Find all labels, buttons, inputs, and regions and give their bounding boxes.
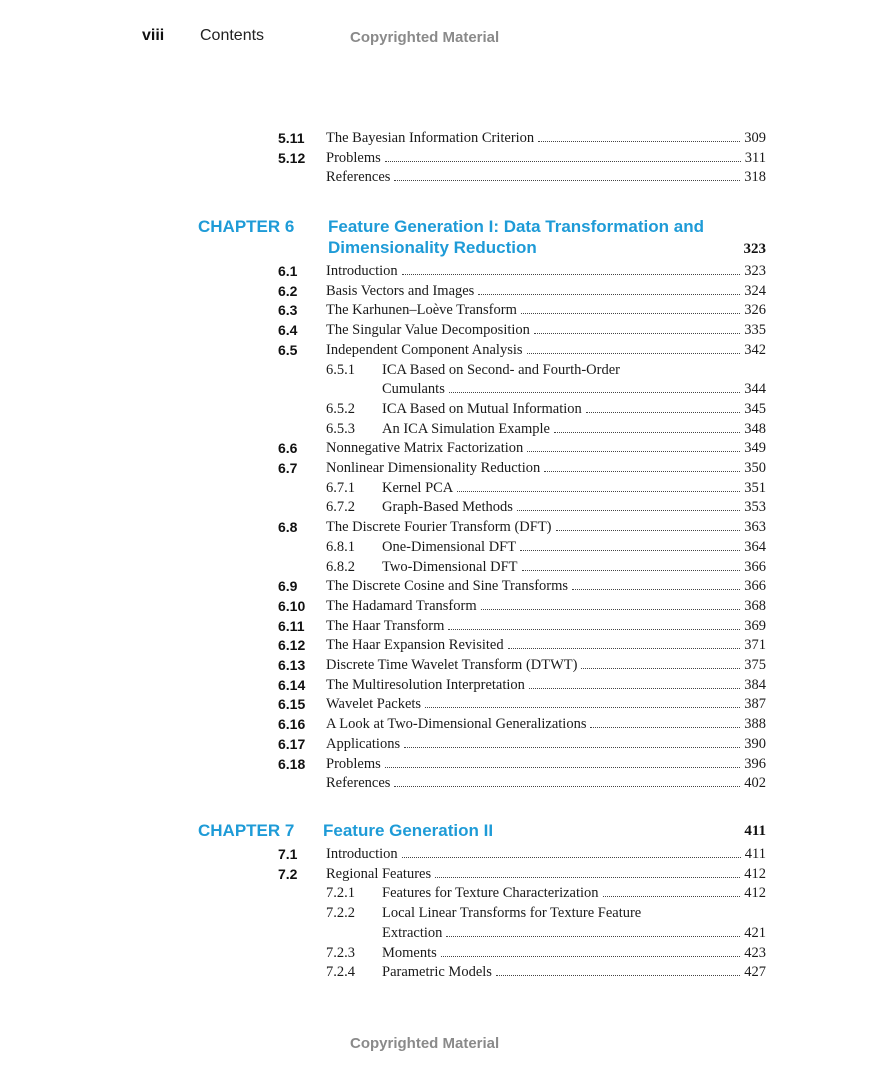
chapter-6-title-line1[interactable]: Feature Generation I: Data Transformation and [328,217,704,236]
entry-title: References [326,775,391,792]
entry-title: Regional Features [326,865,432,882]
toc-section-row[interactable] [0,281,872,301]
running-header-title: Contents [200,27,265,44]
dot-leader [520,550,740,551]
subsection-number: 6.8.2 [326,558,355,575]
toc-section-row[interactable] [0,438,872,458]
section-number: 7.2 [278,865,298,882]
entry-page-number: 387 [744,696,766,713]
section-number: 6.5 [278,341,298,358]
entry-title: Introduction [326,263,398,279]
entry-page-number: 427 [744,964,766,981]
dot-leader [534,333,740,334]
entry-page-number: 351 [744,479,766,496]
toc-entry-leader [326,261,766,281]
entry-page-number: 371 [744,637,766,654]
toc-entry-leader [326,773,766,793]
entry-page-number: 366 [744,578,766,595]
toc-entry-leader [326,655,766,675]
toc-section-row[interactable] [0,167,872,187]
section-number: 5.11 [278,130,305,146]
chapter-6-label: CHAPTER 6 [198,217,295,236]
toc-section-row[interactable] [0,655,872,675]
toc-section-row[interactable] [0,616,872,636]
dot-leader [517,510,740,511]
dot-leader [478,294,740,295]
subsection-number: 7.2.2 [326,905,355,922]
page-number: viii [142,27,165,44]
toc-entry-leader [326,438,766,458]
entry-page-number: 348 [744,420,766,437]
toc-subsection-row[interactable] [0,478,872,498]
entry-title: ICA Based on Mutual Information [382,400,582,417]
subsection-number: 6.5.3 [326,420,355,437]
entry-title: The Karhunen–Loève Transform [326,302,517,319]
toc-entry-leader [382,962,766,982]
subsection-number: 7.2.4 [326,964,355,981]
entry-page-number: 345 [744,400,766,417]
toc-section-row[interactable] [0,675,872,695]
section-number: 6.8 [278,519,298,536]
dot-leader [556,530,741,531]
entry-title: The Hadamard Transform [326,597,477,614]
entry-page-number: 412 [744,865,766,882]
section-number: 5.12 [278,149,306,166]
entry-title: One-Dimensional DFT [382,538,517,555]
dot-leader [402,274,741,275]
section-number: 7.1 [278,846,298,862]
entry-title: Nonlinear Dimensionality Reduction [326,460,541,476]
section-number: 6.2 [278,282,298,299]
dot-leader [527,451,740,452]
toc-section-row[interactable] [0,261,872,281]
toc-entry-leader [326,844,766,864]
entry-page-number: 366 [744,558,766,575]
entry-page-number: 384 [744,676,766,693]
dot-leader [554,432,740,433]
entry-title: ICA Based on Second- and Fourth-Order [382,361,620,378]
toc-entry-leader [382,379,766,399]
toc-subsection-row[interactable] [0,943,872,963]
entry-page-number: 411 [744,846,766,862]
toc-entry-leader [326,300,766,320]
toc-entry-leader [326,320,766,340]
entry-page-number: 353 [744,499,766,516]
dot-leader [586,412,740,413]
section-number: 6.3 [278,302,298,319]
toc-entry-leader [382,883,766,903]
entry-page-number: 375 [744,657,766,673]
toc-entry-leader [326,694,766,714]
entry-title: Nonnegative Matrix Factorization [326,440,524,457]
dot-leader [394,180,740,181]
section-number: 6.17 [278,735,306,752]
dot-leader [425,707,740,708]
entry-title: The Discrete Cosine and Sine Transforms [326,578,569,595]
entry-page-number: 412 [744,885,766,902]
toc-entry-leader [326,281,766,301]
section-number: 6.12 [278,637,306,654]
toc-entry-leader [382,497,766,517]
section-number: 6.10 [278,597,306,614]
chapter-6-page-number: 323 [743,241,766,257]
entry-title-continued: Extraction [382,924,443,941]
toc-section-row[interactable] [0,148,872,168]
entry-title: An ICA Simulation Example [382,420,550,437]
toc-entry-leader [382,557,766,577]
section-number: 6.13 [278,657,306,673]
toc-entry-leader [326,148,766,168]
entry-page-number: 363 [744,519,766,536]
entry-page-number: 388 [744,716,766,733]
section-number: 6.6 [278,440,298,457]
section-number: 6.9 [278,578,298,595]
entry-title: Problems [326,755,381,772]
toc-section-row[interactable] [0,340,872,360]
section-number: 6.1 [278,263,298,279]
dot-leader [385,767,740,768]
toc-subsection-row[interactable] [0,883,872,903]
entry-page-number: 342 [744,341,766,358]
dot-leader [572,589,740,590]
toc-entry-leader [326,616,766,636]
section-number: 6.14 [278,676,306,693]
entry-title: The Multiresolution Interpretation [326,676,525,693]
dot-leader [435,877,740,878]
chapter-7-page-number: 411 [744,823,766,839]
entry-title-continued: Cumulants [382,381,445,398]
toc-subsection-row-line2[interactable] [0,923,872,943]
subsection-number: 6.7.1 [326,479,355,496]
toc-section-row[interactable] [0,773,872,793]
dot-leader [448,629,740,630]
entry-title: Parametric Models [382,964,492,981]
toc-section-row[interactable] [0,714,872,734]
toc-subsection-row[interactable] [0,497,872,517]
entry-title: The Singular Value Decomposition [326,322,530,339]
toc-entry-leader [382,923,766,943]
entry-title: Applications [326,735,401,752]
dot-leader [521,313,740,314]
entry-page-number: 390 [744,735,766,752]
entry-page-number: 323 [744,263,766,279]
toc-entry-leader [382,419,766,439]
entry-page-number: 421 [744,924,766,941]
toc-entry-leader [326,734,766,754]
toc-subsection-row[interactable] [0,419,872,439]
toc-entry-leader [382,478,766,498]
dot-leader [590,727,740,728]
chapter-7-title[interactable]: Feature Generation II [323,821,494,840]
entry-page-number: 396 [744,755,766,772]
toc-section-row[interactable] [0,300,872,320]
subsection-number: 6.5.1 [326,361,355,378]
toc-entry-leader [326,635,766,655]
subsection-number: 6.7.2 [326,499,355,516]
toc-entry-leader [326,576,766,596]
entry-title: Independent Component Analysis [326,341,523,358]
dot-leader [402,857,741,858]
toc-subsection-row[interactable] [0,557,872,577]
entry-title: Moments [382,944,437,961]
dot-leader [522,570,741,571]
section-number: 6.18 [278,755,306,772]
toc-entry-leader [326,864,766,884]
toc-section-row[interactable] [0,458,872,478]
dot-leader [441,956,740,957]
dot-leader [385,161,741,162]
entry-title: The Bayesian Information Criterion [326,130,535,146]
entry-page-number: 318 [744,169,766,186]
toc-entry-leader [326,596,766,616]
toc-entry-leader [326,128,766,148]
entry-title: Local Linear Transforms for Texture Feature [382,905,642,922]
toc-entry-leader [326,167,766,187]
toc-entry-leader [326,754,766,774]
toc-subsection-row-line2[interactable] [0,379,872,399]
entry-title: Graph-Based Methods [382,499,513,516]
toc-entry-leader [326,714,766,734]
entry-page-number: 335 [744,322,766,339]
toc-section-row[interactable] [0,635,872,655]
subsection-number: 6.8.1 [326,538,355,555]
toc-subsection-row-line1[interactable] [0,360,872,380]
subsection-number: 7.2.1 [326,885,355,902]
toc-section-row[interactable] [0,517,872,537]
toc-entry-leader [326,675,766,695]
entry-page-number: 344 [744,381,766,398]
entry-title: A Look at Two-Dimensional Generalizations [326,716,587,733]
toc-subsection-row[interactable] [0,399,872,419]
entry-title: Features for Texture Characterization [382,885,599,902]
toc-section-row[interactable] [0,576,872,596]
section-number: 6.11 [278,617,305,634]
dot-leader [544,471,740,472]
entry-page-number: 423 [744,944,766,961]
entry-page-number: 402 [744,775,766,792]
entry-title: Introduction [326,846,398,862]
entry-title: The Haar Transform [326,617,445,634]
subsection-number: 6.5.2 [326,400,355,417]
dot-leader [496,975,740,976]
entry-page-number: 324 [744,282,766,299]
entry-page-number: 369 [744,617,766,634]
entry-page-number: 326 [744,302,766,319]
dot-leader [529,688,740,689]
toc-entry-leader [326,517,766,537]
entry-title: Discrete Time Wavelet Transform (DTWT) [326,657,578,673]
dot-leader [457,491,740,492]
entry-page-number: 311 [744,149,766,166]
entry-title: The Discrete Fourier Transform (DFT) [326,519,552,536]
toc-section-row[interactable] [0,734,872,754]
toc-entry-leader [326,458,766,478]
toc-subsection-row[interactable] [0,962,872,982]
toc-subsection-row[interactable] [0,537,872,557]
dot-leader [449,392,740,393]
toc-section-row[interactable] [0,864,872,884]
toc-entry-leader [382,537,766,557]
section-number: 6.15 [278,696,306,713]
entry-page-number: 349 [744,440,766,457]
entry-page-number: 350 [744,460,766,476]
section-number: 6.16 [278,716,306,733]
dot-leader [508,648,741,649]
toc-section-row[interactable] [0,754,872,774]
toc-entry-leader [382,399,766,419]
entry-page-number: 309 [744,130,766,146]
section-number: 6.7 [278,460,298,476]
entry-title: References [326,169,391,186]
dot-leader [446,936,740,937]
entry-page-number: 364 [744,538,766,555]
dot-leader [404,747,740,748]
toc-section-row[interactable] [0,694,872,714]
toc-section-row[interactable] [0,844,872,864]
toc-entry-leader [382,943,766,963]
section-number: 6.4 [278,322,298,339]
toc-subsection-row-line1[interactable] [0,903,872,923]
dot-leader [581,668,740,669]
entry-title: Kernel PCA [382,479,454,496]
chapter-6-title-line2[interactable]: Dimensionality Reduction [328,238,537,257]
toc-section-row[interactable] [0,596,872,616]
toc-section-row[interactable] [0,128,872,148]
chapter-7-label: CHAPTER 7 [198,821,295,840]
toc-entry-leader [326,340,766,360]
dot-leader [538,141,740,142]
entry-title: Basis Vectors and Images [326,282,475,299]
dot-leader [394,786,740,787]
entry-title: Two-Dimensional DFT [382,558,518,575]
entry-page-number: 368 [744,597,766,614]
subsection-number: 7.2.3 [326,944,355,961]
dot-leader [481,609,741,610]
entry-title: Wavelet Packets [326,696,422,713]
entry-title: Problems [326,149,381,166]
dot-leader [603,896,741,897]
toc-section-row[interactable] [0,320,872,340]
entry-title: The Haar Expansion Revisited [326,637,504,654]
dot-leader [527,353,741,354]
